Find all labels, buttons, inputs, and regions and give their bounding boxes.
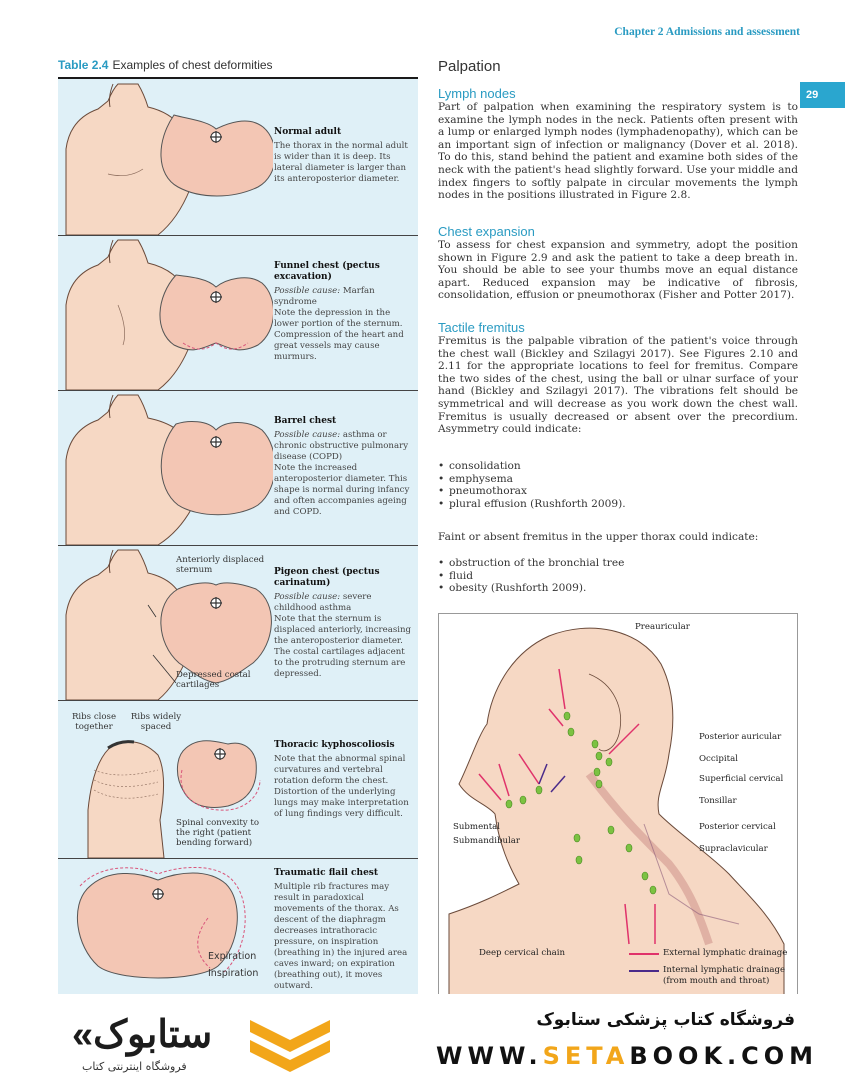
- row-text: [274, 416, 416, 518]
- section-title: Palpation: [438, 58, 501, 75]
- row-text: [274, 127, 416, 185]
- table-title: Examples of chest deformities: [112, 58, 273, 72]
- cause-label: Possible cause:: [274, 592, 341, 602]
- funnel-chest-illustration: [58, 235, 273, 390]
- url-highlight: SETA: [542, 1042, 630, 1070]
- row-body: The thorax in the normal adult is wider than it is deep. Its lateral diameter is larger than its anteroposterior diameter.: [274, 141, 408, 184]
- depressed-costal-label: Depressed costal cartilages: [176, 670, 251, 690]
- cause-text: asthma or chronic obstructive pulmonary disease (COPD): [274, 430, 409, 462]
- chest-expansion-paragraph: To assess for chest expansion and symmetry, adopt the position shown in Figure 2.9 and ask the patient to take a deep breath in. You should be able to see your thumbs move an equal distance apart. Reduced expansion may be indicative of fibrosis, consolidation, effusion or pneumothorax (Fisher and Potter 2017).: [438, 239, 798, 302]
- spinal-convexity-label: Spinal convexity to the right (patient bending forward): [176, 818, 260, 848]
- deep-cervical-chain-label: Deep cervical chain: [479, 948, 566, 958]
- normal-adult-illustration: [58, 79, 273, 235]
- list-item: • pneumothorax: [438, 485, 798, 498]
- lymph-nodes-paragraph: Part of palpation when examining the respiratory system is to examine the lymph nodes in the neck. Patients often present with a lump or enlarged lymph nodes (lymphadenopathy), which can be an important sign of infection or malignancy (Dover et al. 2018). To do this, stand behind the patient and examine both sides of the neck with the patient's head slightly forward. Use your middle and index fingers to softly palpate in circular movements the lymph nodes in the positions illustrated in Figure 2.8.: [438, 101, 798, 202]
- head-neck-illustration: [439, 614, 797, 995]
- list-item: • plural effusion (Rushforth 2009).: [438, 498, 798, 511]
- asymmetry-list: [438, 460, 798, 510]
- table-row: [58, 545, 418, 701]
- inspiration-label: Inspiration: [208, 968, 259, 979]
- row-heading: Funnel chest (pectus excavation): [274, 261, 380, 282]
- tactile-fremitus-heading: Tactile fremitus: [438, 320, 525, 335]
- table-row: [58, 390, 418, 546]
- url-prefix: WWW.: [436, 1042, 543, 1070]
- row-text: [274, 567, 416, 680]
- url-suffix: BOOK.COM: [629, 1042, 819, 1070]
- row-heading: Normal adult: [274, 127, 342, 137]
- internal-drainage-label: Internal lymphatic drainage (from mouth and throat): [663, 965, 786, 986]
- chapter-header: Chapter 2 Admissions and assessment: [614, 26, 800, 38]
- setabook-logo-mark-icon: [250, 1010, 340, 1080]
- posterior-auricular-label: Posterior auricular: [699, 732, 782, 742]
- table-row: [58, 858, 418, 995]
- store-name: فروشگاه کتاب پزشکی ستابوک: [536, 1010, 795, 1030]
- row-heading: Thoracic kyphoscoliosis: [274, 740, 395, 750]
- ribs-close-label: Ribs close together: [71, 712, 117, 732]
- preauricular-label: Preauricular: [635, 622, 690, 632]
- page-number-tab: 29: [800, 82, 845, 108]
- row-body: Note that the abnormal spinal curvatures and vertebral rotation deform the chest. Distortion of the underlying lungs may make interpretation of lung findings very difficult.: [274, 754, 409, 819]
- posterior-cervical-label: Posterior cervical: [699, 822, 776, 832]
- row-body: Note the increased anteroposterior diameter. This shape is normal during infancy and often accompanies ageing and COPD.: [274, 463, 410, 517]
- anteriorly-displaced-label: Anteriorly displaced sternum: [176, 555, 265, 575]
- tactile-fremitus-paragraph: Fremitus is the palpable vibration of the patient's voice through the chest wall (Bickley and Szilagyi 2017). See Figures 2.10 and 2.11 for the appropriate locations to feel for fremitus. Compare the two sides of the chest, using the ball or ulnar surface of your hand (Bickley and Szilagyi 2017). The vibrations felt should be symmetrical and will decrease as you work down the chest wall. Fremitus is usually decreased or absent over the precordium. Asymmetry could indicate:: [438, 335, 798, 436]
- external-drainage-label: External lymphatic drainage: [663, 948, 788, 958]
- row-heading: Traumatic flail chest: [274, 868, 379, 878]
- store-url[interactable]: [436, 1042, 819, 1070]
- table-label: Table 2.4: [58, 58, 109, 72]
- row-body: Multiple rib fractures may result in paradoxical movements of the thorax. As descent of the diaphragm decreases intrathoracic pressure, on inspiration (breathing in) the injured area caves inward; on expiration (breathing out), it moves outward.: [274, 882, 408, 991]
- superficial-cervical-label: Superficial cervical: [699, 774, 784, 784]
- table-row: [58, 700, 418, 859]
- tonsillar-label: Tonsillar: [699, 796, 737, 806]
- lymph-nodes-figure: [438, 613, 798, 996]
- row-body: Note the depression in the lower portion of the sternum. Compression of the heart and great vessels may cause murmurs.: [274, 308, 404, 362]
- occipital-label: Occipital: [699, 754, 738, 764]
- submental-label: Submental: [453, 822, 501, 832]
- cause-label: Possible cause:: [274, 286, 341, 296]
- ribs-wide-label: Ribs widely spaced: [130, 712, 182, 732]
- chest-deformities-table: [58, 77, 418, 995]
- cause-text: Marfan syndrome: [274, 286, 375, 307]
- lymph-nodes-heading: Lymph nodes: [438, 86, 516, 101]
- list-item: • obesity (Rushforth 2009).: [438, 582, 798, 595]
- row-heading: Pigeon chest (pectus carinatum): [274, 567, 380, 588]
- supraclavicular-label: Supraclavicular: [699, 844, 768, 854]
- table-row: [58, 235, 418, 391]
- row-heading: Barrel chest: [274, 416, 337, 426]
- row-body: Note that the sternum is displaced anteriorly, increasing the anteroposterior diameter. The costal cartilages adjacent to the protruding sternum are depressed.: [274, 614, 412, 679]
- setabook-logo-subtitle: فروشگاه اینترنتی کتاب: [82, 1060, 187, 1073]
- list-item: • consolidation: [438, 460, 798, 473]
- expiration-label: Expiration: [208, 951, 257, 962]
- row-text: [274, 740, 416, 820]
- submandibular-label: Submandibular: [453, 836, 520, 846]
- list-item: • fluid: [438, 570, 798, 583]
- list-item: • obstruction of the bronchial tree: [438, 557, 798, 570]
- cause-label: Possible cause:: [274, 430, 341, 440]
- row-text: [274, 868, 416, 992]
- table-caption: [58, 58, 273, 72]
- row-text: [274, 261, 416, 363]
- barrel-chest-illustration: [58, 390, 273, 545]
- setabook-logo-text: «ستابوک: [72, 1014, 213, 1056]
- cause-text: severe childhood asthma: [274, 592, 372, 613]
- table-row: [58, 79, 418, 236]
- faint-fremitus-paragraph: Faint or absent fremitus in the upper thorax could indicate:: [438, 531, 759, 543]
- list-item: • emphysema: [438, 473, 798, 486]
- chest-expansion-heading: Chest expansion: [438, 224, 535, 239]
- upper-thorax-list: [438, 557, 798, 595]
